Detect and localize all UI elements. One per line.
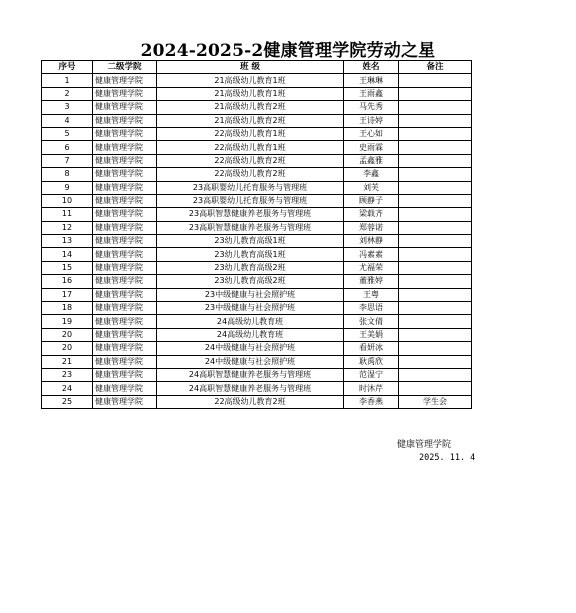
- cell-name: 顾静子: [344, 194, 399, 207]
- cell-no: 3: [42, 101, 93, 114]
- cell-note: [399, 382, 472, 395]
- cell-unit: 健康管理学院: [93, 248, 157, 261]
- header-name: 姓名: [344, 61, 399, 74]
- cell-name: 张文倩: [344, 315, 399, 328]
- cell-class: 22高级幼儿教育1班: [157, 127, 344, 140]
- cell-unit: 健康管理学院: [93, 101, 157, 114]
- cell-class: 23中级健康与社会照护班: [157, 302, 344, 315]
- cell-unit: 健康管理学院: [93, 315, 157, 328]
- table-row: [42, 141, 472, 154]
- cell-note: [399, 114, 472, 127]
- cell-no: 20: [42, 342, 93, 355]
- table-row: [42, 114, 472, 127]
- cell-note: [399, 288, 472, 301]
- cell-note: [399, 355, 472, 368]
- cell-note: [399, 221, 472, 234]
- cell-note: [399, 141, 472, 154]
- cell-name: 史雨霖: [344, 141, 399, 154]
- cell-no: 24: [42, 382, 93, 395]
- table-row: [42, 74, 472, 87]
- cell-name: 梁载齐: [344, 208, 399, 221]
- table-row: [42, 288, 472, 301]
- cell-unit: 健康管理学院: [93, 114, 157, 127]
- cell-name: 王心如: [344, 127, 399, 140]
- cell-name: 王琳琳: [344, 74, 399, 87]
- cell-class: 22高级幼儿教育2班: [157, 168, 344, 181]
- cell-name: 马先秀: [344, 101, 399, 114]
- cell-name: 王诗婷: [344, 114, 399, 127]
- cell-class: 23高职智慧健康养老服务与管理班: [157, 208, 344, 221]
- table-row: [42, 235, 472, 248]
- cell-unit: 健康管理学院: [93, 87, 157, 100]
- cell-note: [399, 328, 472, 341]
- cell-unit: 健康管理学院: [93, 395, 157, 408]
- cell-no: 19: [42, 315, 93, 328]
- cell-unit: 健康管理学院: [93, 74, 157, 87]
- cell-note: [399, 87, 472, 100]
- cell-unit: 健康管理学院: [93, 302, 157, 315]
- cell-unit: 健康管理学院: [93, 288, 157, 301]
- cell-note: [399, 235, 472, 248]
- cell-name: 冯素素: [344, 248, 399, 261]
- cell-class: 24中级健康与社会照护班: [157, 355, 344, 368]
- cell-note: [399, 127, 472, 140]
- table-row: [42, 181, 472, 194]
- cell-note: [399, 248, 472, 261]
- table-row: [42, 194, 472, 207]
- cell-note: [399, 194, 472, 207]
- cell-unit: 健康管理学院: [93, 208, 157, 221]
- cell-class: 23幼儿教育高级2班: [157, 275, 344, 288]
- cell-no: 4: [42, 114, 93, 127]
- cell-unit: 健康管理学院: [93, 368, 157, 381]
- cell-no: 10: [42, 194, 93, 207]
- cell-no: 20: [42, 328, 93, 341]
- cell-class: 22高级幼儿教育2班: [157, 154, 344, 167]
- cell-note: [399, 302, 472, 315]
- cell-note: [399, 168, 472, 181]
- header-no: 序号: [42, 61, 93, 74]
- cell-name: 时沐芹: [344, 382, 399, 395]
- cell-name: 耿禹欣: [344, 355, 399, 368]
- cell-unit: 健康管理学院: [93, 181, 157, 194]
- cell-name: 刘芙: [344, 181, 399, 194]
- table-row: [42, 382, 472, 395]
- cell-no: 8: [42, 168, 93, 181]
- cell-note: [399, 181, 472, 194]
- cell-class: 24高级幼儿教育班: [157, 328, 344, 341]
- table-row: [42, 101, 472, 114]
- table-row: [42, 368, 472, 381]
- cell-no: 17: [42, 288, 93, 301]
- cell-name: 李思语: [344, 302, 399, 315]
- cell-unit: 健康管理学院: [93, 342, 157, 355]
- cell-class: 23幼儿教育高级2班: [157, 261, 344, 274]
- cell-name: 王粤: [344, 288, 399, 301]
- cell-no: 23: [42, 368, 93, 381]
- table-row: [42, 127, 472, 140]
- cell-class: 23高职婴幼儿托育服务与管理班: [157, 181, 344, 194]
- cell-unit: 健康管理学院: [93, 382, 157, 395]
- header-row: [42, 61, 472, 74]
- cell-class: 22高级幼儿教育2班: [157, 395, 344, 408]
- roster-table: [41, 60, 472, 409]
- cell-no: 5: [42, 127, 93, 140]
- table-row: [42, 221, 472, 234]
- cell-unit: 健康管理学院: [93, 261, 157, 274]
- cell-name: 李香燕: [344, 395, 399, 408]
- cell-class: 23幼儿教育高级1班: [157, 235, 344, 248]
- cell-name: 范湿宁: [344, 368, 399, 381]
- cell-note: [399, 261, 472, 274]
- cell-no: 6: [42, 141, 93, 154]
- roster-body: [42, 74, 472, 409]
- cell-class: 21高级幼儿教育2班: [157, 101, 344, 114]
- table-row: [42, 208, 472, 221]
- cell-name: 尤福荣: [344, 261, 399, 274]
- cell-no: 18: [42, 302, 93, 315]
- cell-unit: 健康管理学院: [93, 235, 157, 248]
- cell-unit: 健康管理学院: [93, 168, 157, 181]
- cell-unit: 健康管理学院: [93, 194, 157, 207]
- cell-no: 1: [42, 74, 93, 87]
- header-unit: 二级学院: [93, 61, 157, 74]
- cell-note: [399, 368, 472, 381]
- cell-unit: 健康管理学院: [93, 154, 157, 167]
- cell-no: 25: [42, 395, 93, 408]
- cell-name: 郑蓉诺: [344, 221, 399, 234]
- cell-name: 孟鑫雅: [344, 154, 399, 167]
- footer-org: 健康管理学院: [397, 440, 452, 450]
- cell-class: 21高级幼儿教育2班: [157, 114, 344, 127]
- cell-class: 23中级健康与社会照护班: [157, 288, 344, 301]
- cell-class: 21高级幼儿教育1班: [157, 74, 344, 87]
- cell-unit: 健康管理学院: [93, 221, 157, 234]
- cell-class: 24高职智慧健康养老服务与管理班: [157, 382, 344, 395]
- cell-unit: 健康管理学院: [93, 141, 157, 154]
- cell-note: [399, 74, 472, 87]
- page-title: 2024-2025-2健康管理学院劳动之星: [140, 41, 436, 61]
- cell-no: 13: [42, 235, 93, 248]
- cell-no: 7: [42, 154, 93, 167]
- cell-no: 15: [42, 261, 93, 274]
- cell-note: [399, 315, 472, 328]
- cell-class: 22高级幼儿教育1班: [157, 141, 344, 154]
- cell-class: 21高级幼儿教育1班: [157, 87, 344, 100]
- table-row: [42, 315, 472, 328]
- cell-note: [399, 154, 472, 167]
- table-row: [42, 261, 472, 274]
- cell-name: 董雅婷: [344, 275, 399, 288]
- table-row: [42, 302, 472, 315]
- table-row: [42, 154, 472, 167]
- cell-note: [399, 101, 472, 114]
- cell-note: [399, 208, 472, 221]
- table-row: [42, 328, 472, 341]
- cell-name: 刘林静: [344, 235, 399, 248]
- cell-class: 23幼儿教育高级1班: [157, 248, 344, 261]
- table-row: [42, 342, 472, 355]
- cell-name: 王美娟: [344, 328, 399, 341]
- cell-no: 14: [42, 248, 93, 261]
- table-row: [42, 248, 472, 261]
- cell-note: [399, 275, 472, 288]
- table-row: [42, 275, 472, 288]
- cell-no: 12: [42, 221, 93, 234]
- header-note: 备注: [399, 61, 472, 74]
- footer-date: 2025. 11. 4: [419, 453, 476, 463]
- cell-note: 学生会: [399, 395, 472, 408]
- cell-name: 李鑫: [344, 168, 399, 181]
- cell-name: 看妍冰: [344, 342, 399, 355]
- table-row: [42, 355, 472, 368]
- cell-note: [399, 342, 472, 355]
- table-row: [42, 168, 472, 181]
- cell-no: 2: [42, 87, 93, 100]
- cell-class: 23高职婴幼儿托育服务与管理班: [157, 194, 344, 207]
- cell-unit: 健康管理学院: [93, 127, 157, 140]
- cell-no: 11: [42, 208, 93, 221]
- cell-class: 24中级健康与社会照护班: [157, 342, 344, 355]
- table-row: [42, 395, 472, 408]
- cell-no: 21: [42, 355, 93, 368]
- cell-unit: 健康管理学院: [93, 355, 157, 368]
- cell-no: 16: [42, 275, 93, 288]
- cell-no: 9: [42, 181, 93, 194]
- cell-unit: 健康管理学院: [93, 328, 157, 341]
- cell-class: 23高职智慧健康养老服务与管理班: [157, 221, 344, 234]
- cell-name: 王雨鑫: [344, 87, 399, 100]
- cell-unit: 健康管理学院: [93, 275, 157, 288]
- table-row: [42, 87, 472, 100]
- cell-class: 24高职智慧健康养老服务与管理班: [157, 368, 344, 381]
- cell-class: 24高级幼儿教育班: [157, 315, 344, 328]
- header-class: 班 级: [157, 61, 344, 74]
